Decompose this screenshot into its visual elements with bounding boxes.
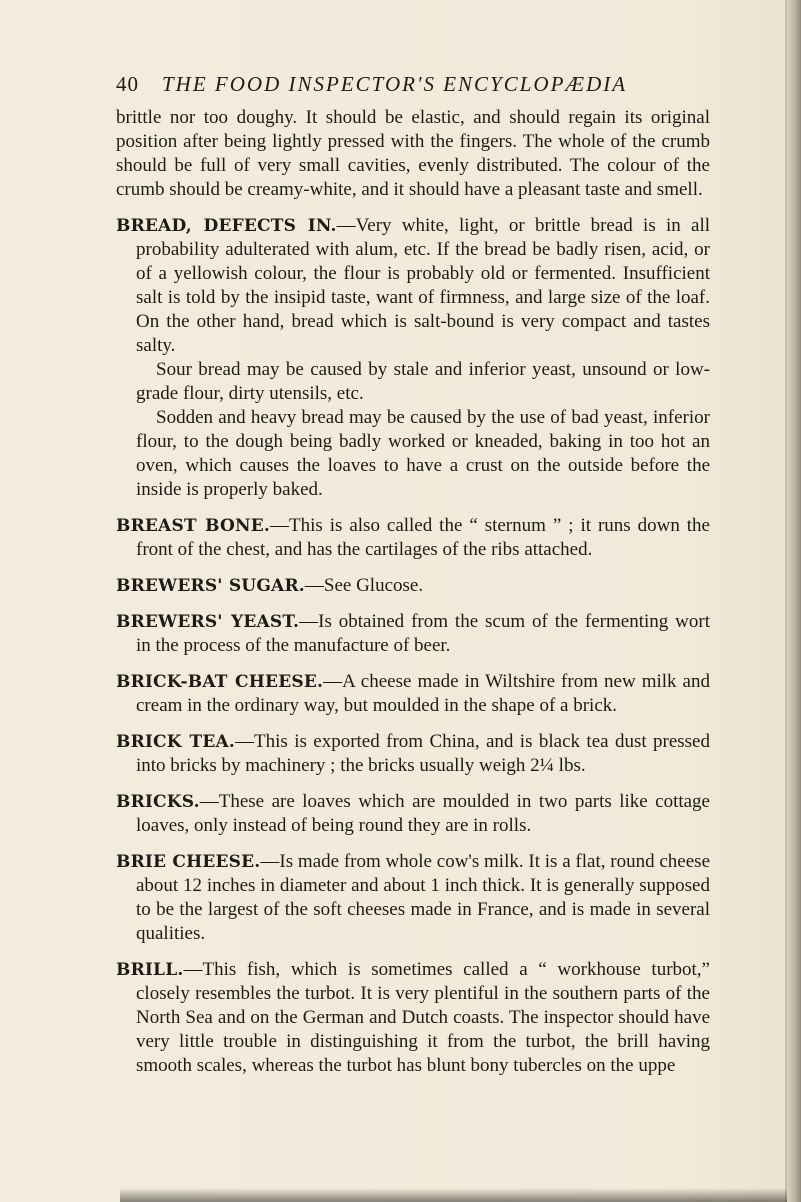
entry-text: —See Glucose. xyxy=(304,575,424,596)
entry-term: BREWERS' YEAST. xyxy=(116,612,300,632)
entry-text: —This is exported from China, and is black tea dust pressed into bricks by machinery ; the bricks usually weigh 2¼ lbs. xyxy=(136,731,710,776)
entry-text: —A cheese made in Wiltshire from new milk and cream in the ordinary way, but moulded in the shape of a brick. xyxy=(136,671,710,716)
entry-subparagraph: Sodden and heavy bread may be caused by the use of bad yeast, inferior flour, to the dough being badly worked or kneaded, baking in too hot an oven, which causes the loaves to have a crust on the outside before the inside is properly baked. xyxy=(136,407,710,500)
entry-bread-defects xyxy=(116,214,710,358)
entry-breast-bone xyxy=(116,514,710,562)
entry-text: —These are loaves which are moulded in two parts like cottage loaves, only instead of being round they are in rolls. xyxy=(136,791,710,836)
page-edge-shadow xyxy=(787,0,801,1202)
entry-term: BRICK-BAT CHEESE. xyxy=(116,672,324,692)
page-number: 40 xyxy=(116,72,139,96)
page-body xyxy=(116,106,710,1090)
entry-term: BRICK TEA. xyxy=(116,732,236,752)
entry-brill xyxy=(116,958,710,1078)
entry-subparagraph: Sour bread may be caused by stale and inferior yeast, unsound or low-grade flour, dirty utensils, etc. xyxy=(136,359,710,404)
entry-brick-bat-cheese xyxy=(116,670,710,718)
page-bottom-shadow xyxy=(120,1188,787,1202)
entry-term: BREAST BONE. xyxy=(116,516,270,536)
page-header xyxy=(116,72,676,104)
entry-term: BRICKS. xyxy=(116,792,200,812)
entry-text: —Is made from whole cow's milk. It is a flat, round cheese about 12 inches in diameter and about 1 inch thick. It is generally supposed to be the largest of the soft cheeses made in France, and is made in several qualities. xyxy=(136,851,710,944)
entry-brick-tea xyxy=(116,730,710,778)
entry-text: —Very white, light, or brittle bread is in all probability adulterated with alum, etc. If the bread be badly risen, acid, or of a yellowish colour, the flour is probably old or fermented. Insufficient salt is told by the insipid taste, want of firmness, and large size of the loaf. On the other hand, bread which is salt-bound is very compact and tastes salty. xyxy=(136,215,710,356)
entry-text: —This fish, which is sometimes called a “ workhouse turbot,” closely resembles the turbot. It is very plentiful in the southern parts of the North Sea and on the German and Dutch coasts. The inspector should have very little trouble in distinguishing it from the turbot, the brill having smooth scales, whereas the turbot has blunt bony tubercles on the uppe xyxy=(136,959,710,1076)
entry-term: BRIE CHEESE. xyxy=(116,852,261,872)
entry-text: —This is also called the “ sternum ” ; it runs down the front of the chest, and has the cartilages of the ribs attached. xyxy=(136,515,710,560)
entry-brewers-yeast xyxy=(116,610,710,658)
entry-term: BRILL. xyxy=(116,960,184,980)
entry-brewers-sugar xyxy=(116,574,710,598)
continuation-paragraph: brittle nor too doughy. It should be elastic, and should regain its original position after being lightly pressed with the fingers. The whole of the crumb should be full of very small cavities, evenly distributed. The colour of the crumb should be creamy-white, and it should have a pleasant taste and smell. xyxy=(116,107,710,200)
entry-text: —Is obtained from the scum of the fermenting wort in the process of the manufacture of beer. xyxy=(136,611,710,656)
entry-term: BREAD, DEFECTS IN. xyxy=(116,216,337,236)
entry-bricks xyxy=(116,790,710,838)
entry-brie-cheese xyxy=(116,850,710,946)
running-title: THE FOOD INSPECTOR'S ENCYCLOPÆDIA xyxy=(162,72,628,96)
entry-term: BREWERS' SUGAR. xyxy=(116,576,305,596)
